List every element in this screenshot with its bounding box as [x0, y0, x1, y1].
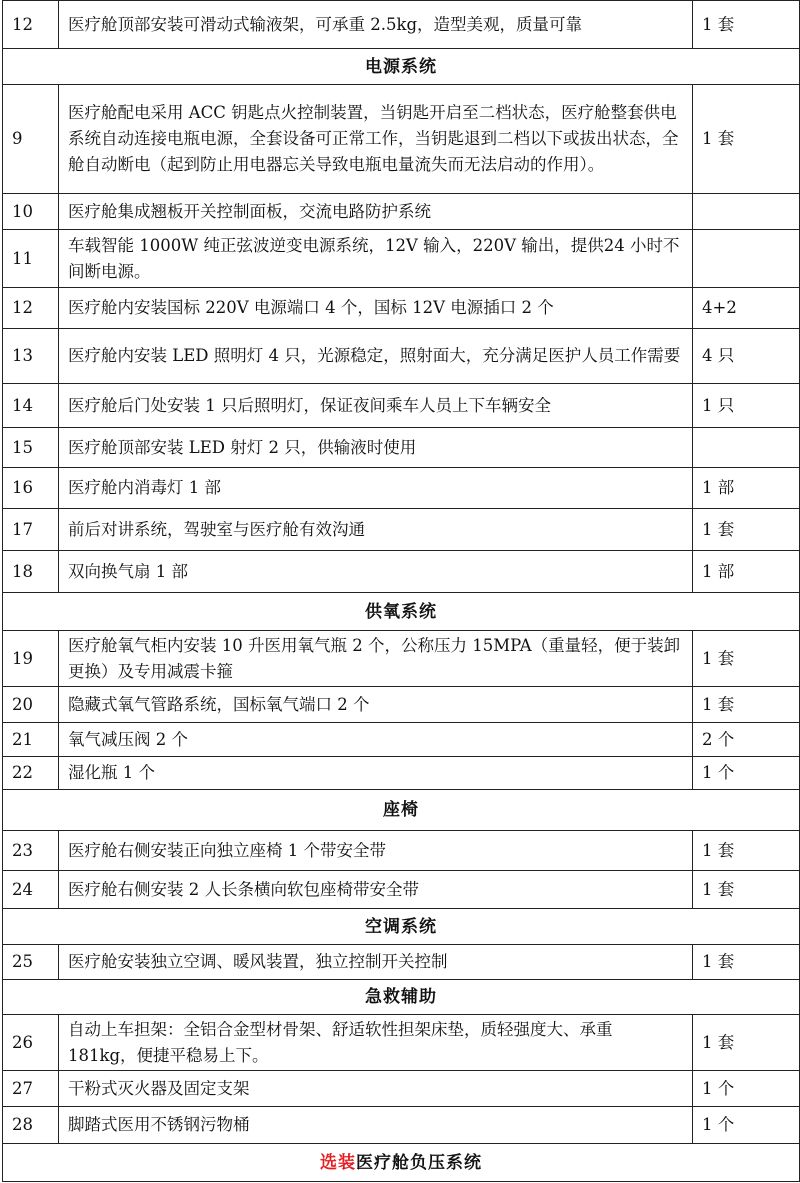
row-description: 医疗舱配电采用 ACC 钥匙点火控制装置，当钥匙开启至二档状态，医疗舱整套供电系统自动连接电瓶电源，全套设备可正常工作，当钥匙退到二档以下或拔出状态，全舱自动断电（起到防止用电器忘关导致电瓶电量流失而无法启动的作用）。 [59, 85, 693, 194]
table-row [3, 723, 800, 757]
row-description: 车载智能 1000W 纯正弦波逆变电源系统，12V 输入，220V 输出，提供24 小时不间断电源。 [59, 230, 693, 288]
row-number: 9 [3, 85, 59, 194]
row-description: 医疗舱集成翘板开关控制面板，交流电路防护系统 [59, 194, 693, 230]
row-description: 医疗舱右侧安装正向独立座椅 1 个带安全带 [59, 831, 693, 871]
row-number: 16 [3, 468, 59, 509]
row-description: 自动上车担架：全铝合金型材骨架、舒适软性担架床垫，质轻强度大、承重 181kg，便捷平稳易上下。 [59, 1015, 693, 1071]
row-quantity: 1 只 [693, 384, 800, 428]
row-description: 医疗舱安装独立空调、暖风装置，独立控制开关控制 [59, 945, 693, 980]
row-quantity: 1 个 [693, 1107, 800, 1144]
section-title-negative-pressure [3, 1144, 800, 1182]
row-number: 14 [3, 384, 59, 428]
section-header-row [3, 49, 800, 85]
row-description: 医疗舱右侧安装 2 人长条横向软包座椅带安全带 [59, 871, 693, 909]
table-row [3, 757, 800, 790]
row-number: 15 [3, 428, 59, 468]
row-description: 干粉式灭火器及固定支架 [59, 1071, 693, 1107]
row-number: 28 [3, 1107, 59, 1144]
table-row [3, 1107, 800, 1144]
section-title-first-aid: 急救辅助 [3, 980, 800, 1015]
row-quantity: 1 套 [693, 1, 800, 49]
row-quantity: 1 个 [693, 1071, 800, 1107]
row-quantity: 1 套 [693, 1015, 800, 1071]
table-row [3, 85, 800, 194]
table-row [3, 428, 800, 468]
row-quantity: 1 部 [693, 551, 800, 593]
section-header-row [3, 790, 800, 831]
row-number: 21 [3, 723, 59, 757]
row-quantity: 1 套 [693, 85, 800, 194]
row-description: 氧气减压阀 2 个 [59, 723, 693, 757]
row-description: 医疗舱顶部安装 LED 射灯 2 只，供输液时使用 [59, 428, 693, 468]
row-description: 前后对讲系统，驾驶室与医疗舱有效沟通 [59, 509, 693, 551]
row-number: 26 [3, 1015, 59, 1071]
row-description: 医疗舱顶部安装可滑动式输液架，可承重 2.5kg，造型美观，质量可靠 [59, 1, 693, 49]
row-number: 23 [3, 831, 59, 871]
equipment-spec-table [2, 0, 800, 1182]
table-row [3, 194, 800, 230]
row-description: 隐藏式氧气管路系统，国标氧气端口 2 个 [59, 687, 693, 723]
table-row [3, 871, 800, 909]
row-quantity: 1 套 [693, 871, 800, 909]
row-quantity: 1 套 [693, 631, 800, 687]
row-number: 25 [3, 945, 59, 980]
section-header-row [3, 909, 800, 945]
table-row [3, 468, 800, 509]
row-number: 12 [3, 288, 59, 329]
row-number: 17 [3, 509, 59, 551]
section-title-air-conditioning: 空调系统 [3, 909, 800, 945]
row-description: 双向换气扇 1 部 [59, 551, 693, 593]
table-row [3, 230, 800, 288]
section-header-row [3, 980, 800, 1015]
row-number: 13 [3, 329, 59, 384]
table-row [3, 687, 800, 723]
row-quantity [693, 428, 800, 468]
row-number: 19 [3, 631, 59, 687]
row-number: 27 [3, 1071, 59, 1107]
row-description: 脚踏式医用不锈钢污物桶 [59, 1107, 693, 1144]
row-number: 11 [3, 230, 59, 288]
row-quantity: 1 部 [693, 468, 800, 509]
table-row [3, 551, 800, 593]
row-number: 12 [3, 1, 59, 49]
section-title-seat: 座椅 [3, 790, 800, 831]
row-description: 医疗舱内安装 LED 照明灯 4 只，光源稳定，照射面大，充分满足医护人员工作需要 [59, 329, 693, 384]
row-number: 18 [3, 551, 59, 593]
table-row [3, 945, 800, 980]
row-number: 20 [3, 687, 59, 723]
row-quantity: 4 只 [693, 329, 800, 384]
table-row [3, 288, 800, 329]
row-quantity: 4+2 [693, 288, 800, 329]
row-description: 医疗舱内安装国标 220V 电源端口 4 个，国标 12V 电源插口 2 个 [59, 288, 693, 329]
table-row [3, 384, 800, 428]
table-row [3, 509, 800, 551]
table-row [3, 1071, 800, 1107]
section-header-row [3, 1144, 800, 1182]
section-title-oxygen: 供氧系统 [3, 593, 800, 631]
section-title-text: 医疗舱负压系统 [356, 1152, 482, 1173]
row-quantity [693, 194, 800, 230]
row-quantity: 1 套 [693, 509, 800, 551]
row-quantity: 1 套 [693, 831, 800, 871]
table-row [3, 329, 800, 384]
row-description: 医疗舱氧气柜内安装 10 升医用氧气瓶 2 个，公称压力 15MPA（重量轻，便于装卸更换）及专用减震卡箍 [59, 631, 693, 687]
row-description: 医疗舱后门处安装 1 只后照明灯，保证夜间乘车人员上下车辆安全 [59, 384, 693, 428]
table-row [3, 1015, 800, 1071]
section-header-row [3, 593, 800, 631]
row-number: 24 [3, 871, 59, 909]
table-row [3, 1, 800, 49]
row-description: 医疗舱内消毒灯 1 部 [59, 468, 693, 509]
row-quantity [693, 230, 800, 288]
row-quantity: 2 个 [693, 723, 800, 757]
row-number: 10 [3, 194, 59, 230]
row-quantity: 1 套 [693, 687, 800, 723]
optional-tag: 选装 [320, 1152, 356, 1173]
row-description: 湿化瓶 1 个 [59, 757, 693, 790]
row-quantity: 1 个 [693, 757, 800, 790]
row-number: 22 [3, 757, 59, 790]
table-row [3, 631, 800, 687]
row-quantity: 1 套 [693, 945, 800, 980]
section-title-power: 电源系统 [3, 49, 800, 85]
table-row [3, 831, 800, 871]
